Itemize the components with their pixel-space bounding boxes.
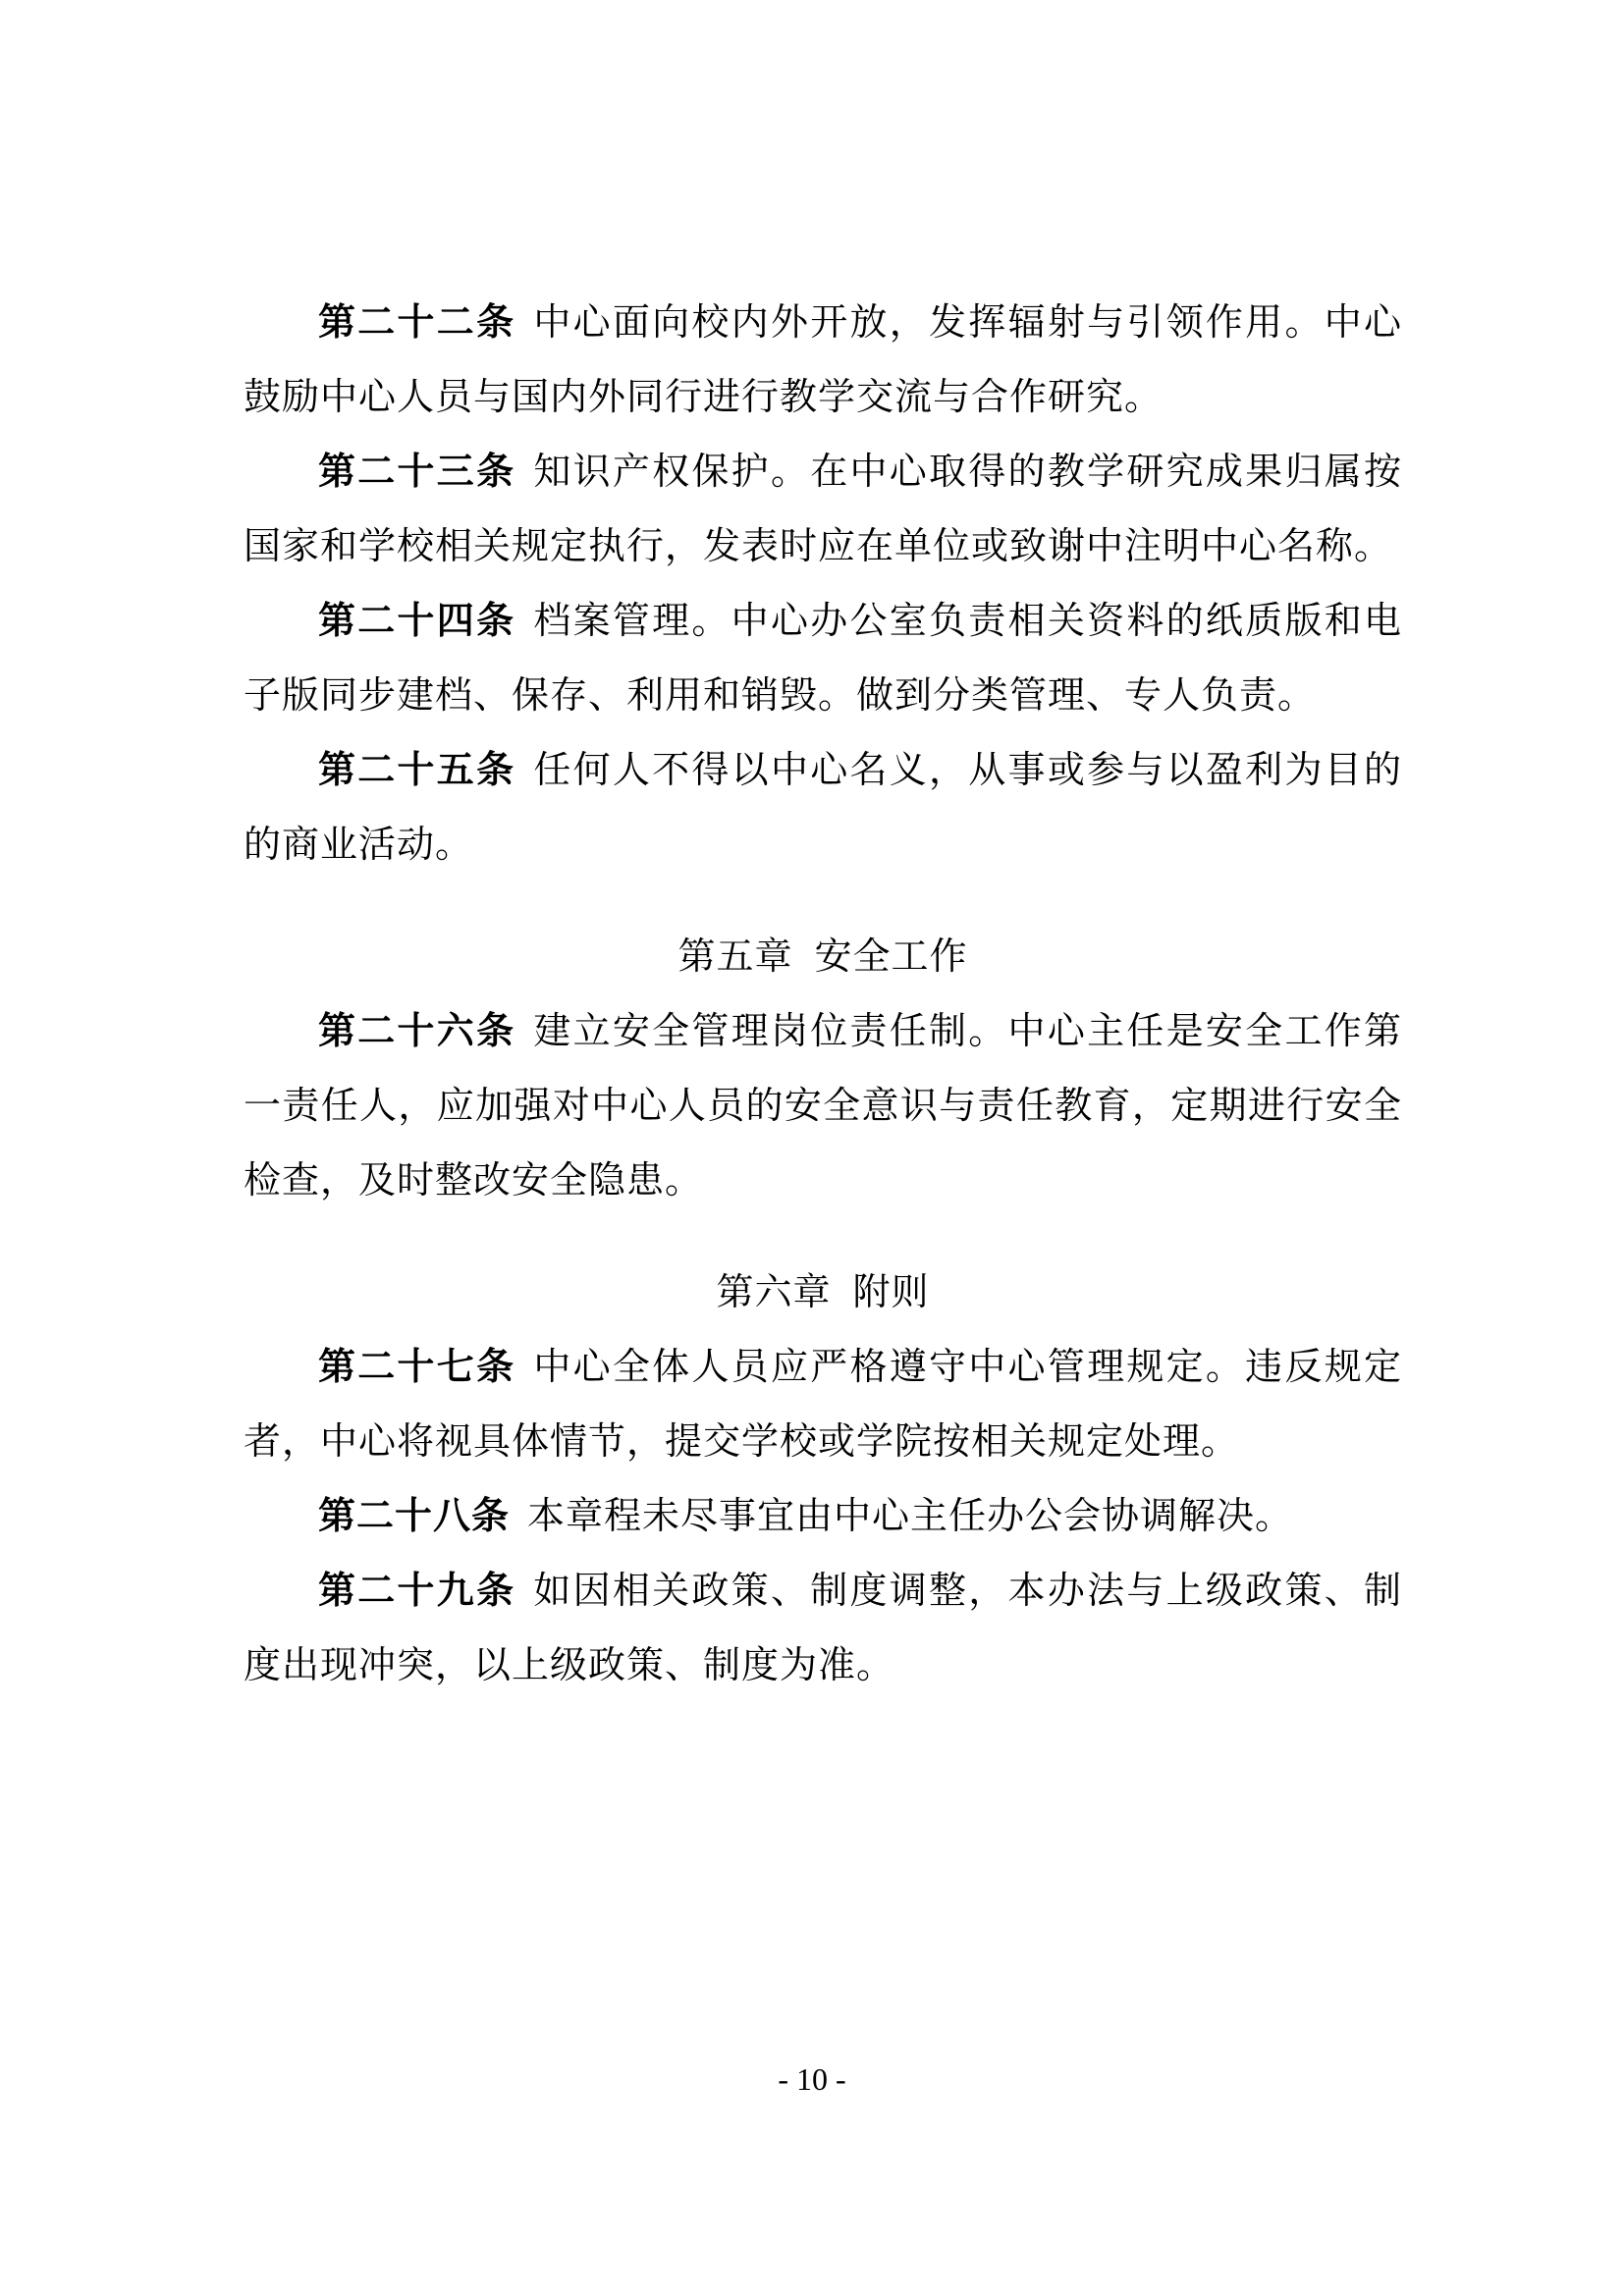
article-label: 第二十七条 <box>318 1345 516 1388</box>
article-text: 任何人不得以中心名义，从事或参与以盈利为目的的商业活动。 <box>244 748 1402 866</box>
article-label: 第二十九条 <box>318 1569 516 1612</box>
article-label: 第二十五条 <box>318 748 516 791</box>
article-text: 如因相关政策、制度调整，本办法与上级政策、制度出现冲突，以上级政策、制度为准。 <box>244 1569 1402 1686</box>
article-28 <box>244 1478 1402 1553</box>
article-25 <box>244 732 1402 881</box>
article-22 <box>244 285 1402 434</box>
article-label: 第二十四条 <box>318 599 516 642</box>
article-text: 建立安全管理岗位责任制。中心主任是安全工作第一责任人，应加强对中心人员的安全意识与责任教育，定期进行安全检查，及时整改安全隐患。 <box>244 1009 1402 1201</box>
chapter-5-heading <box>244 919 1402 993</box>
article-24 <box>244 583 1402 732</box>
page-body <box>244 285 1402 1702</box>
article-label: 第二十六条 <box>318 1009 516 1052</box>
chapter-number: 第五章 <box>677 934 793 978</box>
article-text: 档案管理。中心办公室负责相关资料的纸质版和电子版同步建档、保存、利用和销毁。做到分类管理、专人负责。 <box>244 599 1402 717</box>
article-text: 本章程未尽事宜由中心主任办公会协调解决。 <box>527 1494 1294 1537</box>
article-text: 知识产权保护。在中心取得的教学研究成果归属按国家和学校相关规定执行，发表时应在单位或致谢中注明中心名称。 <box>244 450 1402 567</box>
article-label: 第二十三条 <box>318 450 516 493</box>
article-29 <box>244 1553 1402 1702</box>
article-label: 第二十二条 <box>318 300 516 344</box>
chapter-6-heading <box>244 1255 1402 1329</box>
article-text: 中心全体人员应严格遵守中心管理规定。违反规定者，中心将视具体情节，提交学校或学院按相关规定处理。 <box>244 1345 1402 1463</box>
chapter-title: 附则 <box>852 1270 930 1313</box>
chapter-number: 第六章 <box>716 1270 832 1313</box>
article-text: 中心面向校内外开放，发挥辐射与引领作用。中心鼓励中心人员与国内外同行进行教学交流与合作研究。 <box>244 300 1402 418</box>
article-label: 第二十八条 <box>318 1494 511 1537</box>
article-23 <box>244 434 1402 583</box>
article-27 <box>244 1329 1402 1478</box>
chapter-title: 安全工作 <box>814 934 968 978</box>
page-number: - 10 - <box>778 2061 846 2097</box>
article-26 <box>244 993 1402 1217</box>
